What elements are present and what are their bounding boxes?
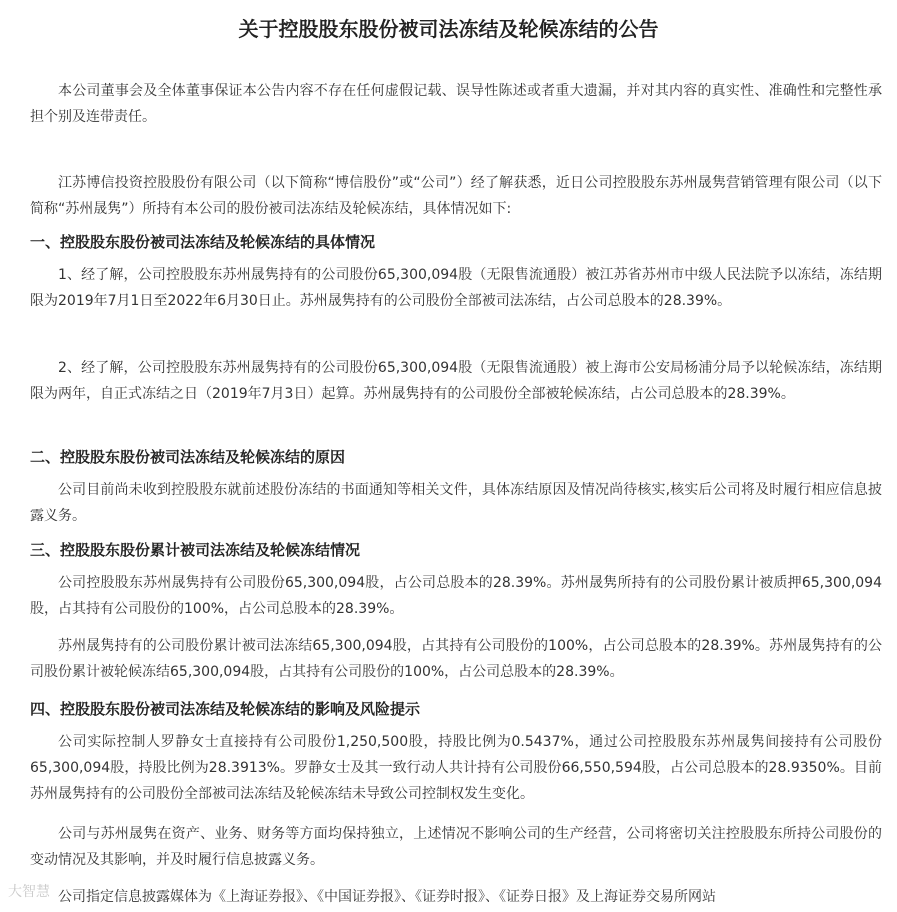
section-4-paragraph-3: 公司指定信息披露媒体为《上海证券报》、《中国证券报》、《证券时报》、《证券日报》及上海证券交易所网站 — [58, 889, 716, 905]
section-4-paragraph-2: 公司与苏州晟隽在资产、业务、财务等方面均保持独立，上述情况不影响公司的生产经营，公司将密切关注控股股东所持公司股份的变动情况及其影响，并及时履行信息披露义务。 — [30, 826, 882, 868]
watermark-logo: 大智慧 — [8, 884, 50, 900]
section-1-paragraph-2: 2、经了解，公司控股股东苏州晟隽持有的公司股份65,300,094股（无限售流通股）被上海市公安局杨浦分局予以轮候冻结，冻结期限为两年，自正式冻结之日（2019年7月3日）起算。苏州晟隽持有的公司股份全部被轮候冻结，占公司总股本的28.39%。 — [30, 360, 882, 402]
section-3-heading: 三、控股股东股份累计被司法冻结及轮候冻结情况 — [30, 541, 361, 559]
intro-paragraph: 本公司董事会及全体董事保证本公告内容不存在任何虚假记载、误导性陈述或者重大遗漏，并对其内容的真实性、准确性和完整性承担个别及连带责任。 — [30, 83, 882, 125]
section-1-heading: 一、控股股东股份被司法冻结及轮候冻结的具体情况 — [30, 233, 376, 251]
opening-paragraph: 江苏博信投资控股股份有限公司（以下简称“博信股份”或“公司”）经了解获悉，近日公司控股股东苏州晟隽营销管理有限公司（以下简称“苏州晟隽”）所持有本公司的股份被司法冻结及轮候冻结，具体情况如下: — [30, 175, 882, 217]
section-2-paragraph-1: 公司目前尚未收到控股股东就前述股份冻结的书面通知等相关文件，具体冻结原因及情况尚待核实,核实后公司将及时履行相应信息披露义务。 — [30, 482, 882, 524]
section-4-heading: 四、控股股东股份被司法冻结及轮候冻结的影响及风险提示 — [30, 700, 421, 718]
section-3-paragraph-2: 苏州晟隽持有的公司股份累计被司法冻结65,300,094股，占其持有公司股份的100%，占公司总股本的28.39%。苏州晟隽持有的公司股份累计被轮候冻结65,300,094股，占其持有公司股份的100%，占公司总股本的28.39%。 — [30, 638, 882, 680]
section-1-paragraph-1: 1、经了解，公司控股股东苏州晟隽持有的公司股份65,300,094股（无限售流通股）被江苏省苏州市中级人民法院予以冻结，冻结期限为2019年7月1日至2022年6月30日止。苏州晟隽持有的公司股份全部被司法冻结，占公司总股本的28.39%。 — [30, 267, 882, 309]
section-3-paragraph-1: 公司控股股东苏州晟隽持有公司股份65,300,094股，占公司总股本的28.39%。苏州晟隽所持有的公司股份累计被质押65,300,094股，占其持有公司股份的100%，占公司总股本的28.39%。 — [30, 575, 882, 617]
section-4-paragraph-1: 公司实际控制人罗静女士直接持有公司股份1,250,500股，持股比例为0.5437%，通过公司控股股东苏州晟隽间接持有公司股份65,300,094股，持股比例为28.3913%。罗静女士及其一致行动人共计持有公司股份66,550,594股，占公司总股本的28.9350%。目前苏州晟隽持有的公司股份全部被司法冻结及轮候冻结未导致公司控制权发生变化。 — [30, 734, 882, 802]
section-2-heading: 二、控股股东股份被司法冻结及轮候冻结的原因 — [30, 448, 346, 466]
page-title: 关于控股股东股份被司法冻结及轮候冻结的公告 — [238, 17, 659, 41]
